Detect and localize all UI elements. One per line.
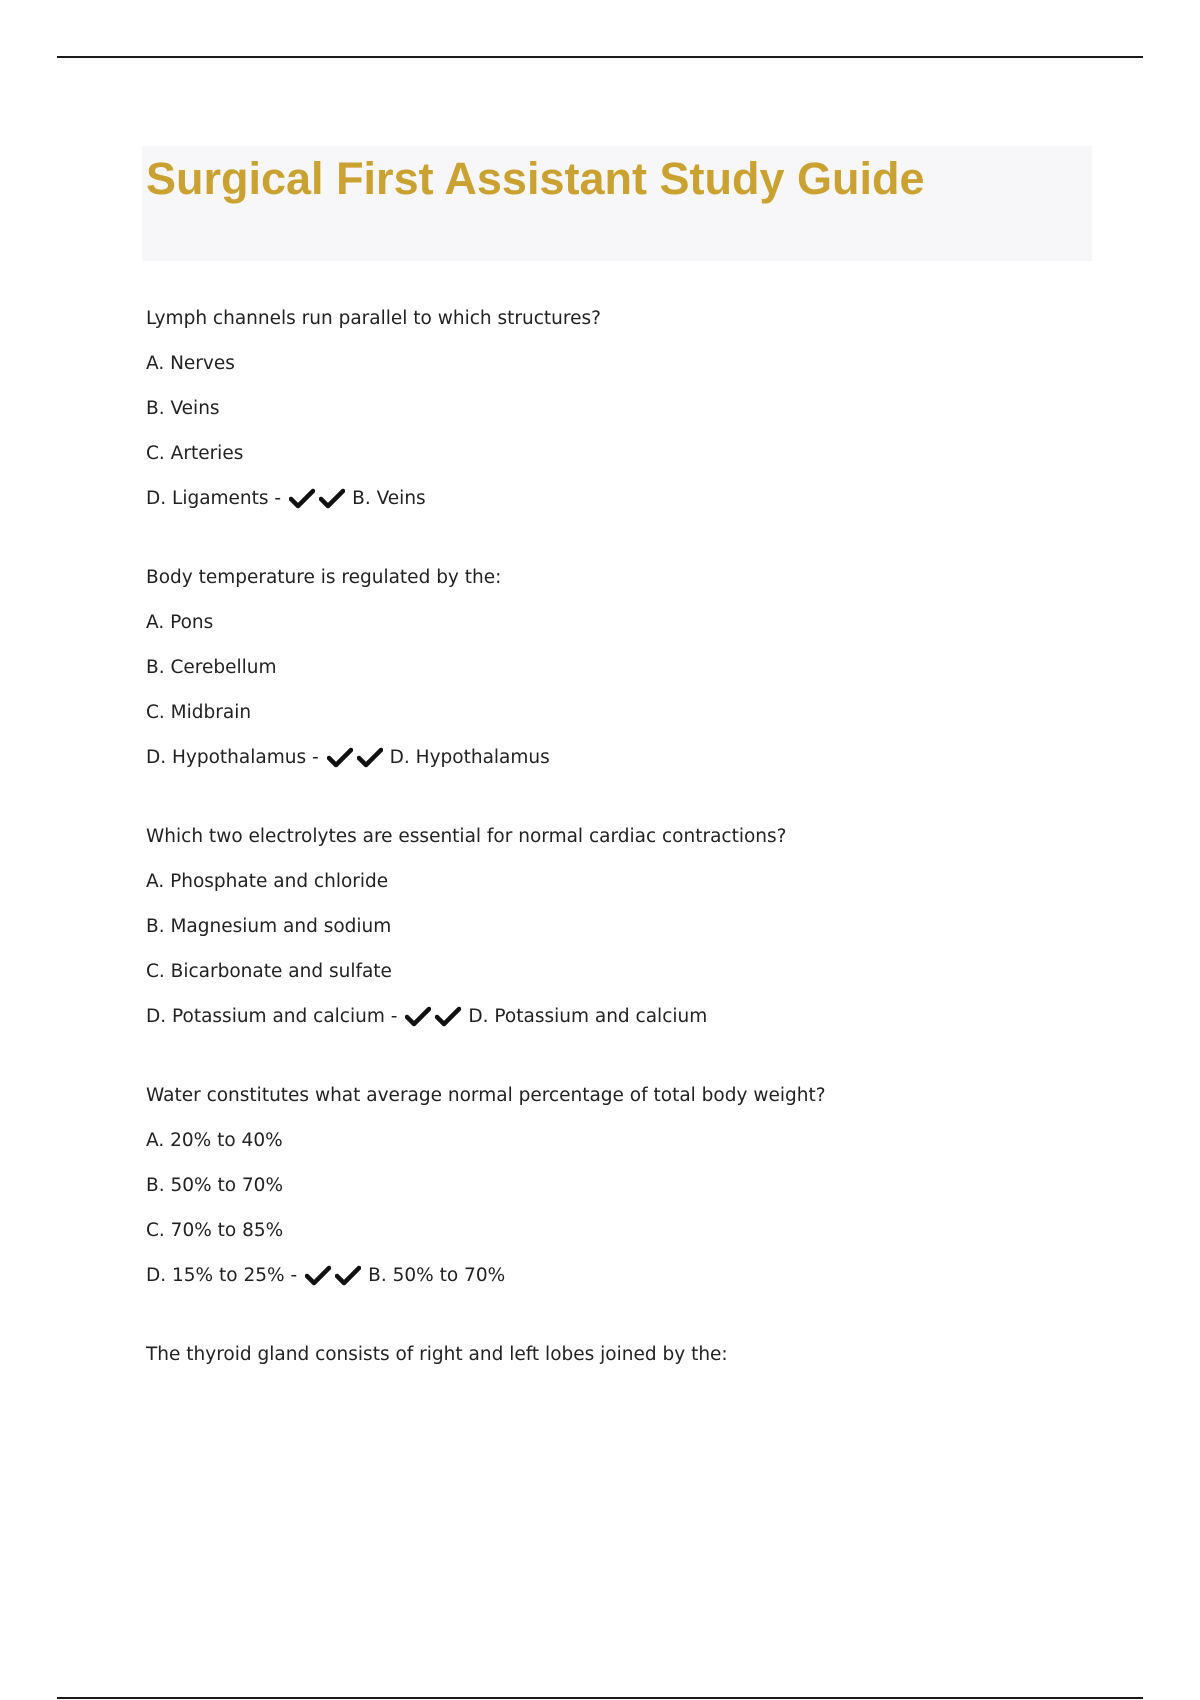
answer-option: B. Magnesium and sodium: [146, 916, 392, 937]
answer-option-with-key: [146, 1264, 1096, 1288]
question-block: [146, 1343, 1096, 1367]
checkmark-icon: [335, 1265, 361, 1287]
title-banner: [142, 146, 1092, 261]
question-prompt: Body temperature is regulated by the:: [146, 567, 502, 588]
correct-marker: [327, 747, 387, 769]
question-prompt: Water constitutes what average normal percentage of total body weight?: [146, 1085, 826, 1106]
checkmark-icon: [405, 1006, 431, 1028]
question-block: [146, 1084, 1096, 1288]
checkmark-icon: [305, 1265, 331, 1287]
question-prompt: The thyroid gland consists of right and left lobes joined by the:: [146, 1344, 728, 1365]
answer-option: A. Pons: [146, 612, 214, 633]
answer-option-with-key: [146, 1005, 1096, 1029]
answer-option: C. Bicarbonate and sulfate: [146, 961, 392, 982]
answer-option: D. 15% to 25% -: [146, 1265, 298, 1286]
checkmark-icon: [435, 1006, 461, 1028]
answer-option: B. 50% to 70%: [146, 1175, 284, 1196]
question-prompt: Which two electrolytes are essential for normal cardiac contractions?: [146, 826, 787, 847]
bottom-rule: [57, 1697, 1143, 1699]
question-block: [146, 307, 1096, 511]
correct-marker: [405, 1006, 465, 1028]
question-block: [146, 566, 1096, 770]
answer-option: D. Potassium and calcium -: [146, 1006, 398, 1027]
checkmark-icon: [319, 488, 345, 510]
question-prompt: Lymph channels run parallel to which structures?: [146, 308, 601, 329]
correct-marker: [305, 1265, 365, 1287]
answer-option: C. Arteries: [146, 443, 244, 464]
document-title: Surgical First Assistant Study Guide: [146, 153, 925, 204]
correct-answer: D. Potassium and calcium: [468, 1006, 708, 1027]
answer-option: C. 70% to 85%: [146, 1220, 284, 1241]
question-block: [146, 825, 1096, 1029]
answer-option: A. Nerves: [146, 353, 235, 374]
correct-answer: B. Veins: [352, 488, 426, 509]
top-rule: [57, 56, 1143, 58]
answer-option: B. Cerebellum: [146, 657, 277, 678]
answer-option: A. Phosphate and chloride: [146, 871, 389, 892]
answer-option: A. 20% to 40%: [146, 1130, 283, 1151]
correct-answer: B. 50% to 70%: [368, 1265, 506, 1286]
question-list: [146, 307, 1096, 1422]
answer-option-with-key: [146, 746, 1096, 770]
answer-option: B. Veins: [146, 398, 220, 419]
answer-option: D. Ligaments -: [146, 488, 282, 509]
checkmark-icon: [327, 747, 353, 769]
answer-option: D. Hypothalamus -: [146, 747, 319, 768]
correct-marker: [289, 488, 349, 510]
checkmark-icon: [357, 747, 383, 769]
answer-option: C. Midbrain: [146, 702, 252, 723]
correct-answer: D. Hypothalamus: [389, 747, 550, 768]
checkmark-icon: [289, 488, 315, 510]
answer-option-with-key: [146, 487, 1096, 511]
